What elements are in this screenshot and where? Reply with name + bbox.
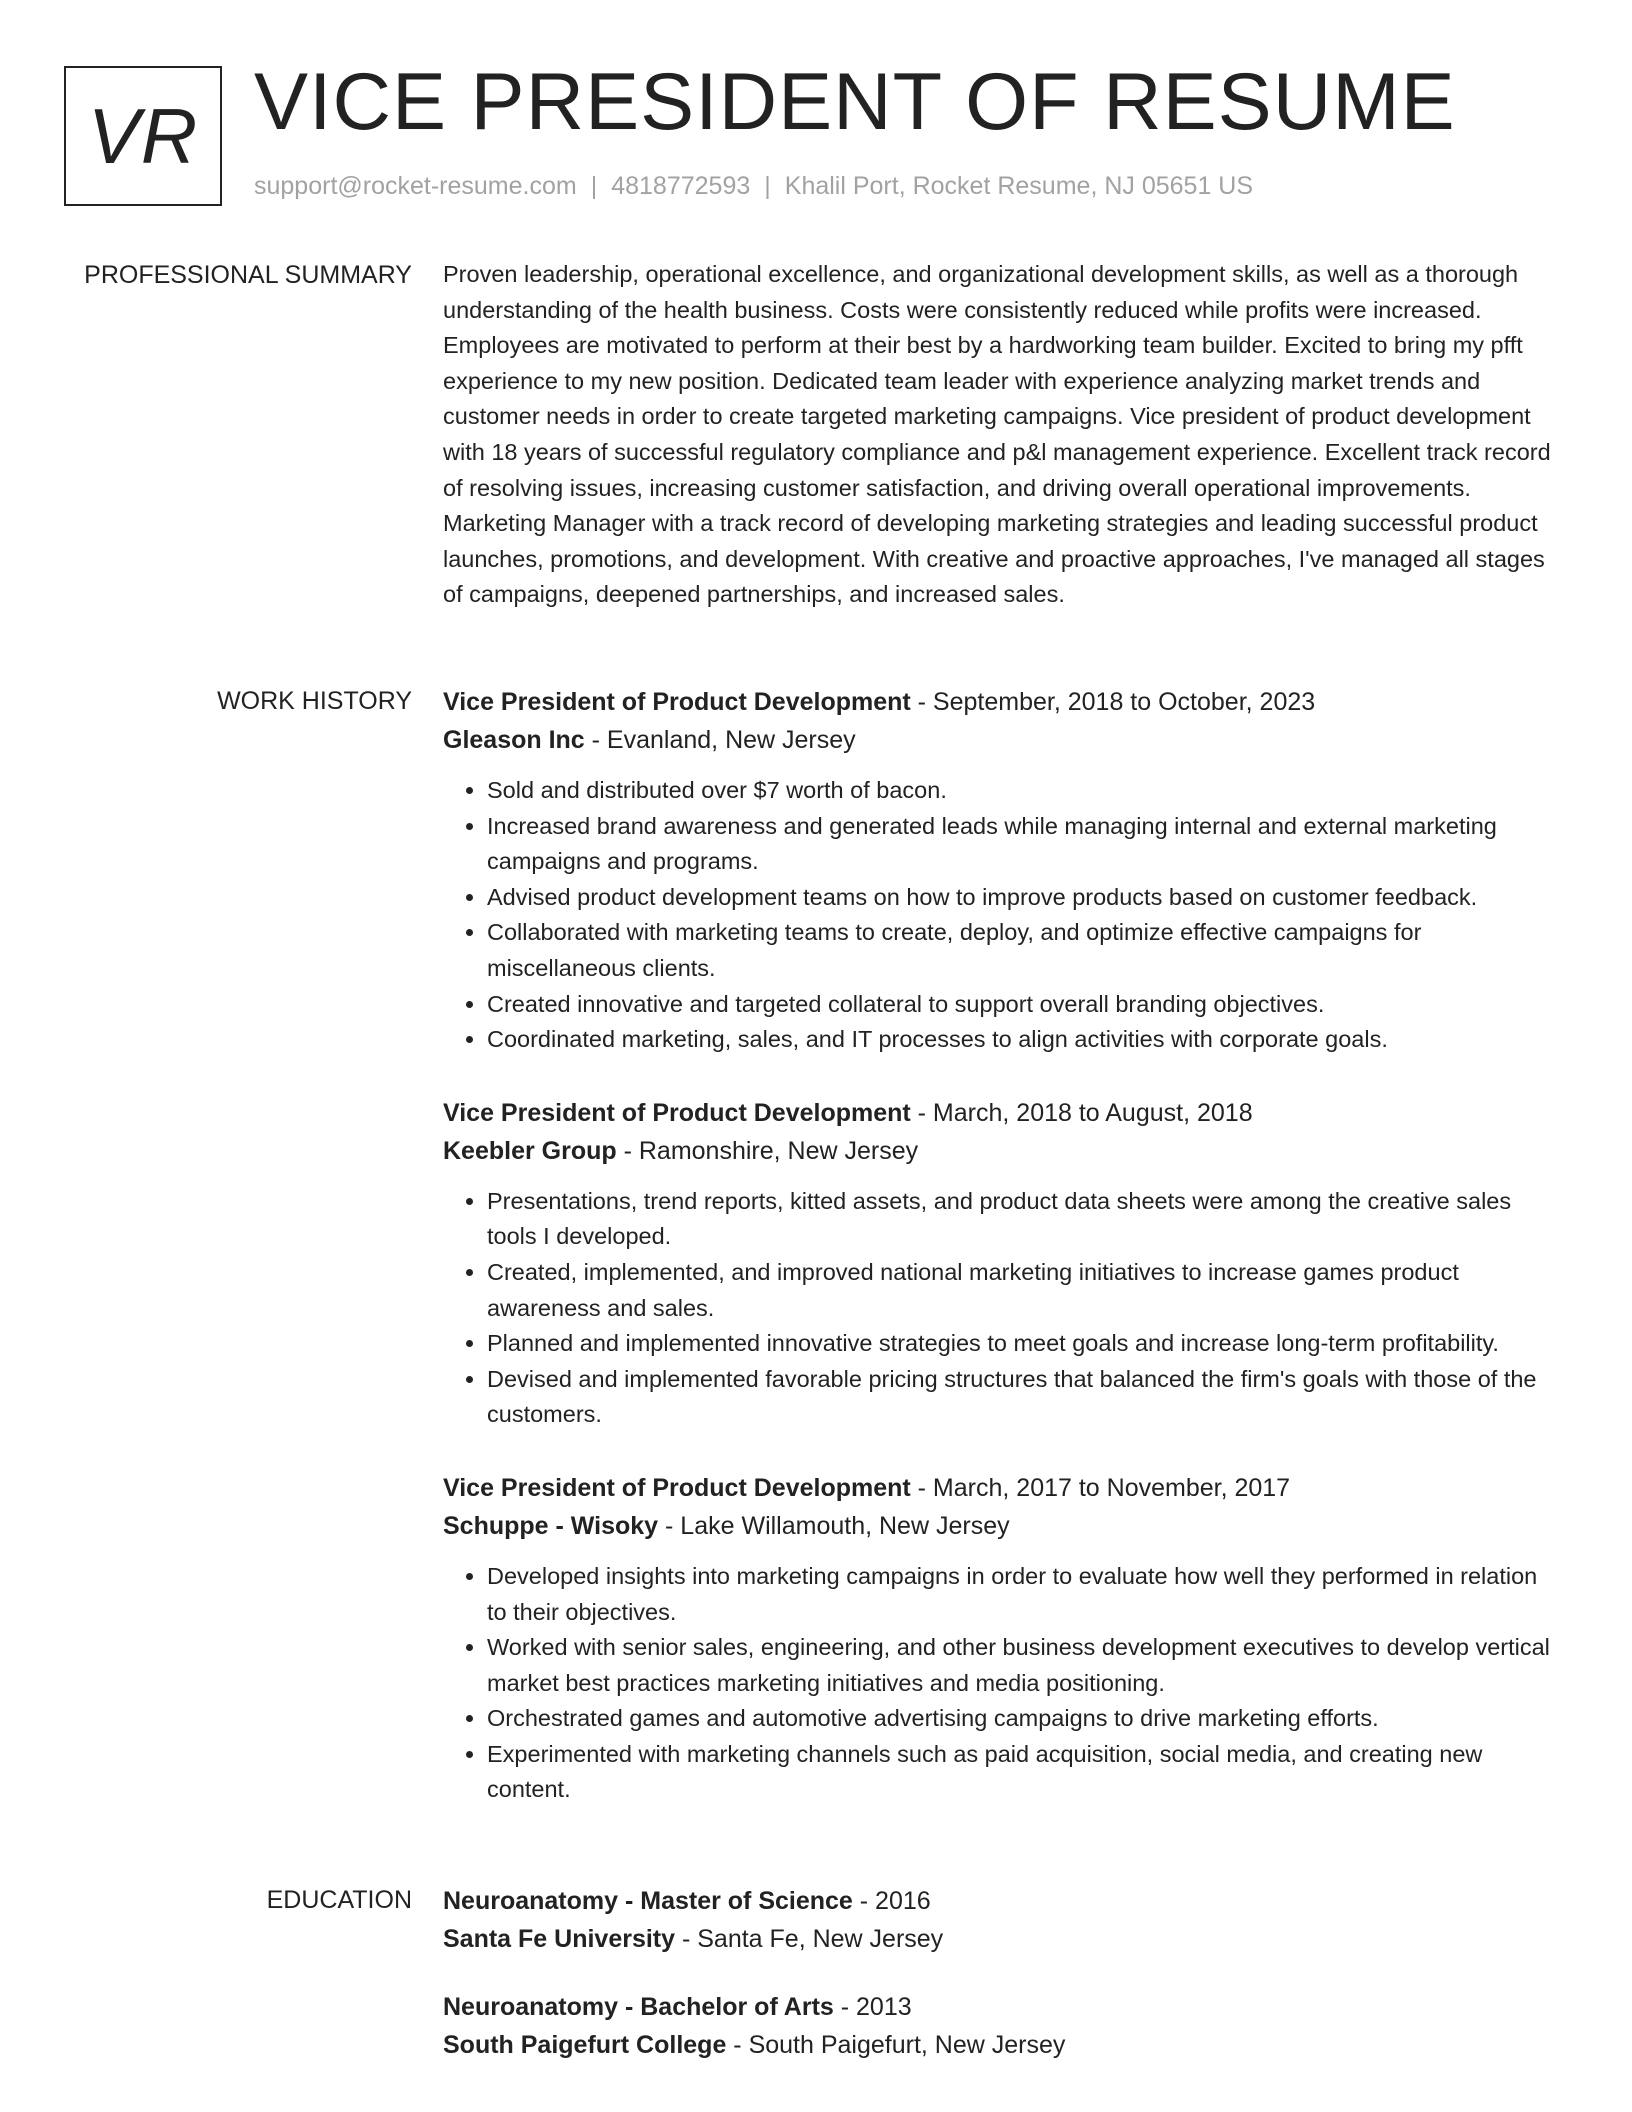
contact-separator: | [590,172,598,200]
job-company-line [443,1507,1553,1545]
job-location: - Ramonshire, New Jersey [616,1136,919,1165]
monogram-text: VR [87,91,199,180]
education-school: South Paigefurt College [443,2031,727,2059]
section-heading-education: EDUCATION [266,1886,412,1914]
job-bullet: • Worked with senior sales, engineering, and other business development executives to develop vertical market best practices marketing initiatives and media positioning. [487,1630,1553,1701]
job-bullet: • Experimented with marketing channels such as paid acquisition, social media, and creating new content. [487,1737,1553,1808]
contact-line [254,172,1253,201]
education-year: - 2016 [852,1887,931,1915]
job-location: - Evanland, New Jersey [584,726,856,754]
education-degree-line [443,1882,1553,1920]
job-dates: - March, 2018 to August, 2018 [910,1098,1253,1127]
job-title-line [443,1469,1553,1507]
job-bullet: • Devised and implemented favorable pricing structures that balanced the firm's goals with those of the customers. [487,1362,1553,1433]
work-history-body [443,683,1553,1844]
resume-name: VICE PRESIDENT OF RESUME [254,57,1456,147]
job-bullet: • Created, implemented, and improved national marketing initiatives to increase games product awareness and sales. [487,1255,1553,1326]
job-company: Schuppe - Wisoky [443,1511,659,1540]
section-heading-work-history: WORK HISTORY [217,687,412,715]
job-dates: - September, 2018 to October, 2023 [910,688,1316,716]
education-school-line [443,2026,1553,2064]
job-title: Vice President of Product Development [443,1473,911,1502]
education-degree: Neuroanatomy - Master of Science [443,1887,853,1915]
job-entry [443,1469,1553,1808]
education-body [443,1882,1553,2094]
job-bullets [443,1559,1553,1808]
contact-separator: | [764,172,771,200]
education-degree: Neuroanatomy - Bachelor of Arts [443,1993,834,2021]
education-year: - 2013 [833,1993,912,2021]
education-location: - Santa Fe, New Jersey [675,1925,944,1953]
job-company: Gleason Inc [443,726,585,754]
job-entry [443,1094,1553,1433]
job-title-line [443,683,1553,721]
job-company-line [443,721,1553,759]
job-dates: - March, 2017 to November, 2017 [910,1473,1291,1502]
job-bullets [443,1184,1553,1433]
contact-email[interactable]: support@rocket-resume.com [254,172,577,200]
education-location: - South Paigefurt, New Jersey [726,2031,1066,2059]
education-school: Santa Fe University [443,1925,676,1953]
job-company-line [443,1132,1553,1170]
job-entry [443,683,1553,1058]
education-school-line [443,1920,1553,1958]
job-bullet: • Orchestrated games and automotive advertising campaigns to drive marketing efforts. [487,1701,1553,1737]
job-bullet: • Planned and implemented innovative strategies to meet goals and increase long-term profitability. [487,1326,1553,1362]
job-bullet: • Developed insights into marketing campaigns in order to evaluate how well they performed in relation to their objectives. [487,1559,1553,1630]
job-title-line [443,1094,1553,1132]
summary-body [443,257,1553,613]
summary-text: Proven leadership, operational excellence, and organizational development skills, as well as a thorough understanding of the health business. Costs were consistently reduced while profits were increased. Employees are motivated to perform at their best by a hardworking team builder. Excited to bring my pfft experience to my new position. Dedicated team leader with experience analyzing market trends and customer needs in order to create targeted marketing campaigns. Vice president of product development with 18 years of successful regulatory compliance and p&l management experience. Excellent track record of resolving issues, increasing customer satisfaction, and driving overall operational improvements. Marketing Manager with a track record of developing marketing strategies and leading successful product launches, promotions, and development. With creative and proactive approaches, I've managed all stages of campaigns, deepened partnerships, and increased sales. [443,261,1551,608]
contact-address: Khalil Port, Rocket Resume, NJ 05651 US [784,172,1254,200]
job-title: Vice President of Product Development [443,688,911,716]
job-location: - Lake Willamouth, New Jersey [658,1511,1010,1540]
job-bullet: • Sold and distributed over $7 worth of bacon. [487,773,1553,809]
job-bullet: • Coordinated marketing, sales, and IT processes to align activities with corporate goals. [487,1022,1553,1058]
job-bullet: • Collaborated with marketing teams to create, deploy, and optimize effective campaigns for miscellaneous clients. [487,915,1553,986]
job-bullet: • Increased brand awareness and generated leads while managing internal and external marketing campaigns and programs. [487,809,1553,880]
education-entry [443,1882,1553,1958]
education-entry [443,1988,1553,2064]
education-degree-line [443,1988,1553,2026]
monogram-badge [64,66,222,206]
job-company: Keebler Group [443,1136,617,1165]
contact-phone[interactable]: 4818772593 [611,172,751,200]
section-heading-summary: PROFESSIONAL SUMMARY [84,261,412,289]
job-bullet: • Advised product development teams on how to improve products based on customer feedback. [487,880,1553,916]
job-bullet: • Presentations, trend reports, kitted assets, and product data sheets were among the creative sales tools I developed. [487,1184,1553,1255]
job-title: Vice President of Product Development [443,1098,911,1127]
job-bullets [443,773,1553,1058]
job-bullet: • Created innovative and targeted collateral to support overall branding objectives. [487,987,1553,1023]
